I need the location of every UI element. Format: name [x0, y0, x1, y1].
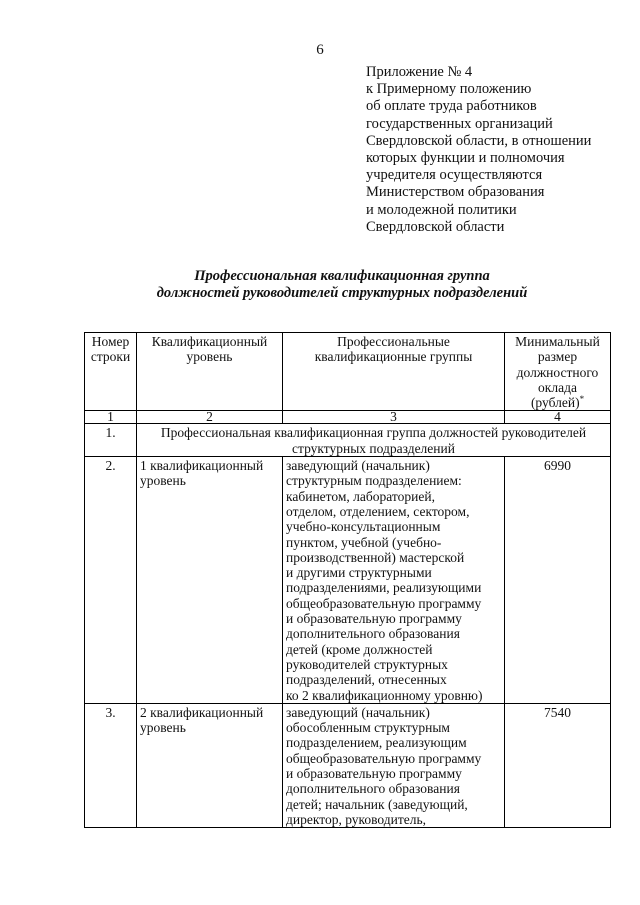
appendix-line: об оплате труда работников — [366, 98, 537, 115]
header-text: Квалификационный — [151, 334, 268, 349]
positions-cell — [283, 703, 505, 827]
salary-value: 7540 — [505, 703, 611, 827]
header-salary — [505, 333, 611, 411]
position-line: заведующий (начальник) — [286, 458, 430, 474]
position-line: руководителей структурных — [286, 656, 448, 672]
row-number: 1. — [85, 424, 137, 457]
position-line: ко 2 квалификационному уровню) — [286, 687, 483, 703]
position-line: учебно-консультационным — [286, 519, 441, 535]
header-text: оклада — [538, 379, 577, 395]
position-line: пунктом, учебной (учебно- — [286, 534, 442, 550]
header-text: квалификационные группы — [314, 349, 473, 365]
position-line: директор, руководитель, — [286, 811, 427, 827]
position-line: дополнительного образования — [286, 626, 460, 642]
qualification-table — [84, 332, 611, 828]
position-line: обособленным структурным — [286, 720, 450, 736]
table-row — [85, 457, 611, 704]
title-line: должностей руководителей структурных подразделений — [156, 285, 528, 301]
title-line: Профессиональная квалификационная группа — [194, 268, 490, 284]
group-row — [85, 424, 611, 457]
position-line: кабинетом, лабораторией, — [286, 488, 435, 504]
qualification-level — [137, 457, 283, 704]
column-index: 2 — [137, 411, 283, 424]
level-line: уровень — [140, 720, 186, 736]
salary-unit: (рублей) — [530, 395, 580, 411]
position-line: подразделением, реализующим — [286, 735, 467, 751]
page-number: 6 — [316, 42, 324, 58]
header-text: должностного — [516, 364, 599, 380]
appendix-caption — [366, 64, 631, 236]
document-title — [0, 268, 640, 302]
header-text: уровень — [186, 349, 233, 365]
column-index-row — [85, 411, 611, 424]
row-number: 3. — [85, 703, 137, 827]
table-row — [85, 703, 611, 827]
header-text: Профессиональные — [337, 334, 450, 349]
appendix-line: к Примерному положению — [366, 81, 532, 98]
header-text — [508, 395, 607, 410]
appendix-line: Свердловской области, в отношении — [366, 132, 592, 149]
header-row-number — [85, 333, 137, 411]
header-text: Номер — [91, 334, 130, 349]
row-number: 2. — [85, 457, 137, 704]
position-line: дополнительного образования — [286, 781, 460, 797]
column-index: 4 — [505, 411, 611, 424]
positions-cell — [283, 457, 505, 704]
level-line: 2 квалификационный — [140, 704, 264, 720]
level-line: 1 квалификационный — [140, 458, 264, 474]
table-header-row — [85, 333, 611, 411]
column-index: 3 — [283, 411, 505, 424]
header-group — [283, 333, 505, 411]
position-line: детей (кроме должностей — [286, 641, 433, 657]
position-line: заведующий (начальник) — [286, 704, 430, 720]
position-line: структурным подразделением: — [286, 473, 462, 489]
position-line: подразделений, отнесенных — [286, 672, 447, 688]
position-line: и другими структурными — [286, 565, 432, 581]
group-title — [137, 424, 611, 457]
appendix-line: Министерством образования — [366, 184, 545, 201]
footnote-mark: * — [579, 394, 585, 405]
position-line: производственной) мастерской — [286, 549, 465, 565]
header-level — [137, 333, 283, 411]
column-index: 1 — [85, 411, 137, 424]
group-title-line: Профессиональная квалификационная группа должностей руководителей — [160, 425, 587, 441]
header-text: строки — [90, 349, 131, 365]
level-line: уровень — [140, 473, 186, 489]
position-line: и образовательную программу — [286, 766, 462, 782]
header-text: размер — [537, 349, 578, 365]
group-title-line: структурных подразделений — [292, 440, 455, 456]
position-line: отделом, отделением, сектором, — [286, 503, 470, 519]
appendix-line: учредителя осуществляются — [366, 167, 543, 184]
position-line: подразделениями, реализующими — [286, 580, 482, 596]
salary-value: 6990 — [505, 457, 611, 704]
position-line: и образовательную программу — [286, 611, 462, 627]
appendix-line: которых функции и полномочия — [366, 150, 565, 167]
qualification-level — [137, 703, 283, 827]
appendix-line: Приложение № 4 — [366, 64, 473, 80]
position-line: общеобразовательную программу — [286, 595, 482, 611]
position-line: детей; начальник (заведующий, — [286, 796, 468, 812]
position-line: общеобразовательную программу — [286, 750, 482, 766]
appendix-line: и молодежной политики — [366, 201, 517, 218]
appendix-line: государственных организаций — [366, 115, 553, 132]
header-text: Минимальный — [515, 334, 600, 349]
appendix-line: Свердловской области — [366, 218, 505, 235]
